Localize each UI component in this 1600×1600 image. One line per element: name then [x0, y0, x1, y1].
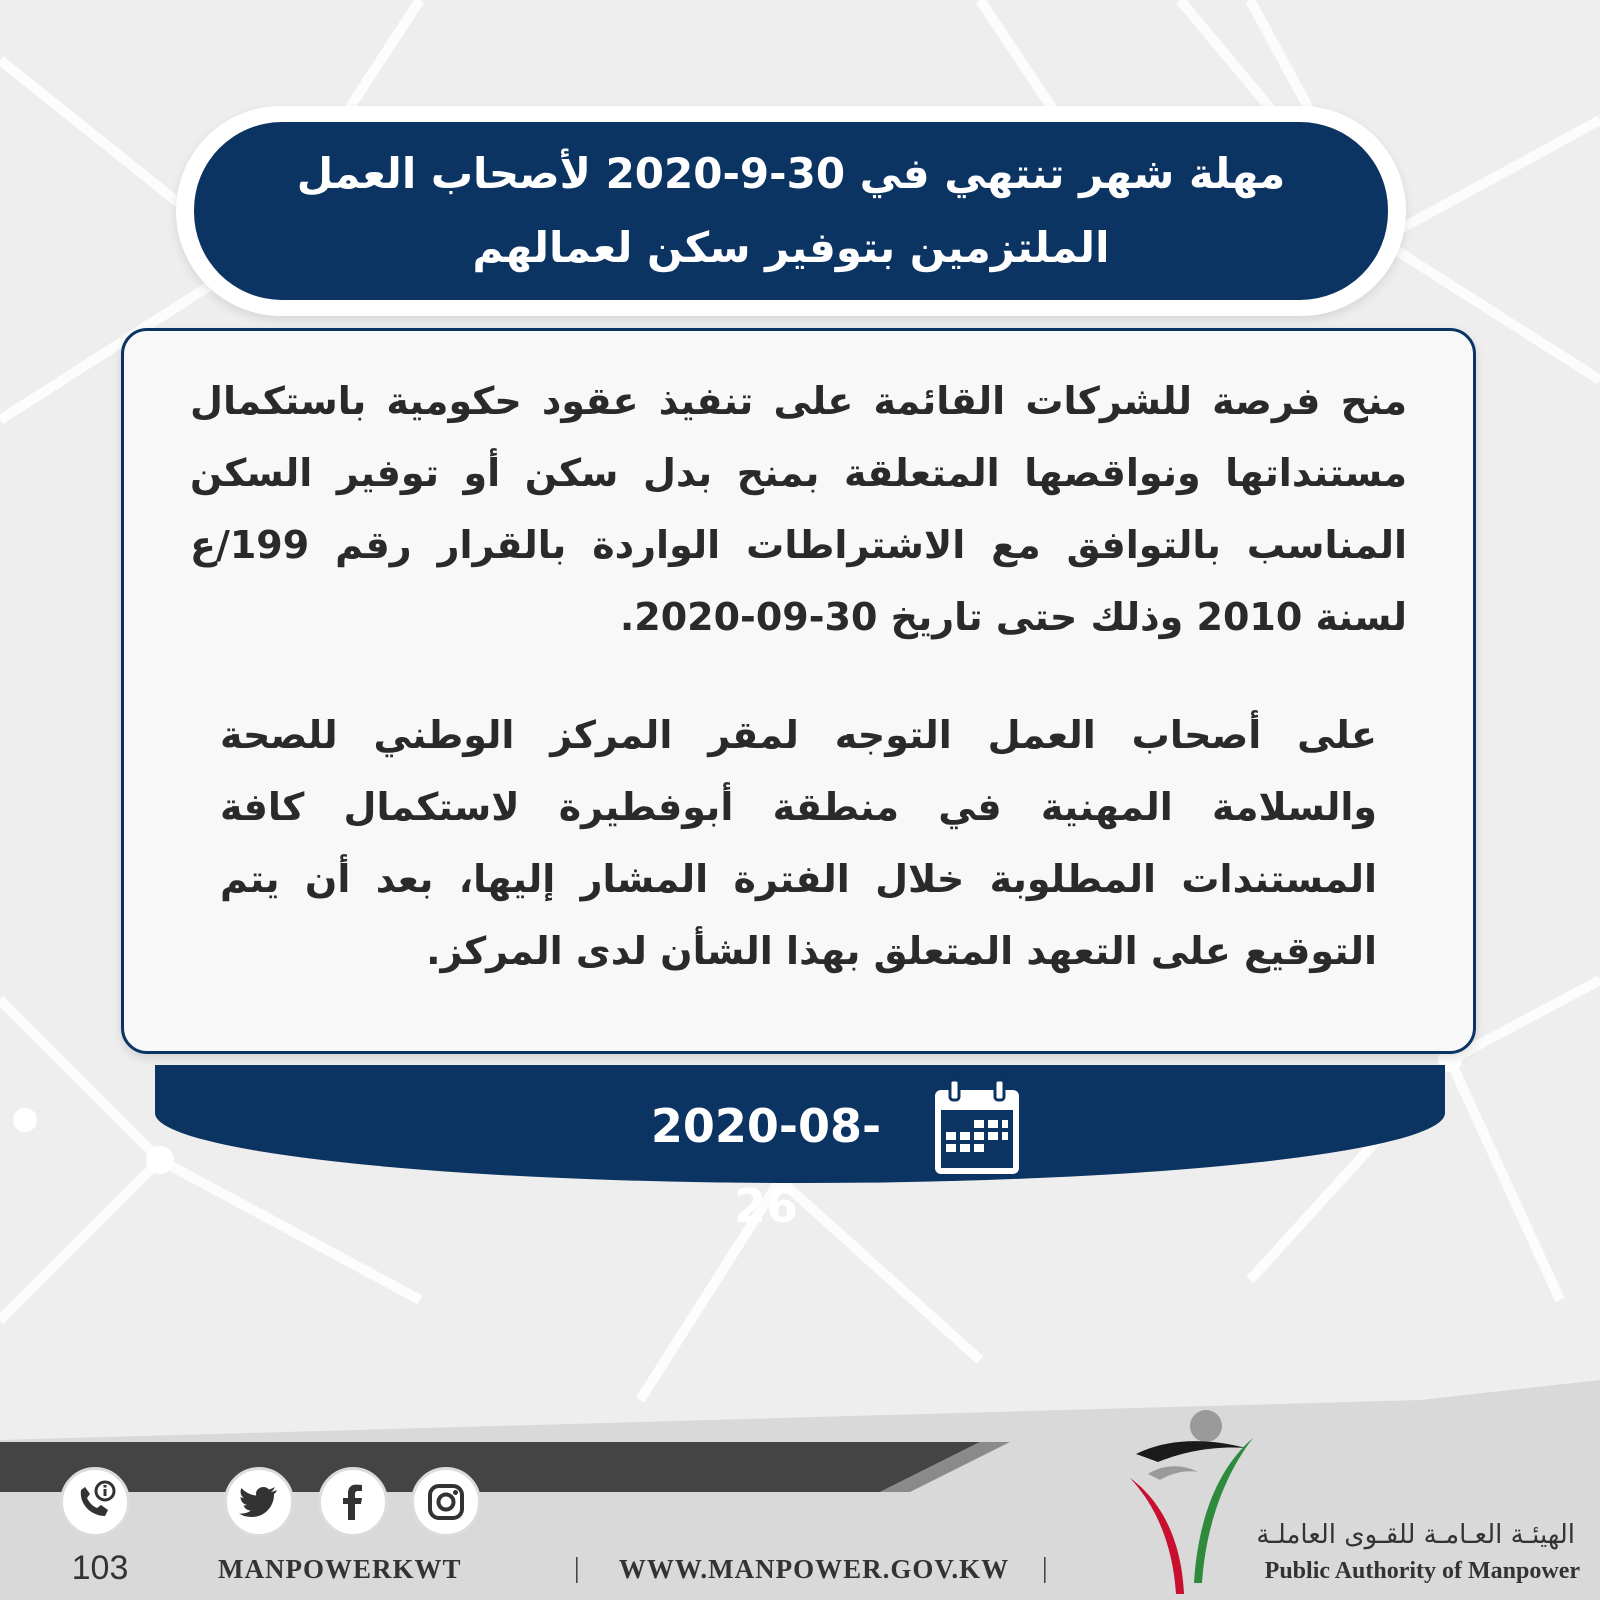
calendar-icon [932, 1078, 1022, 1176]
separator-left: | [574, 1553, 580, 1584]
instagram-icon[interactable] [411, 1467, 481, 1537]
title-pill [194, 122, 1388, 300]
separator-right: | [1042, 1553, 1048, 1584]
hotline-number: 103 [71, 1549, 129, 1587]
org-name-arabic: الهيئـة العـامـة للقـوى العاملـة [1256, 1520, 1575, 1550]
paragraph-2: على أصحاب العمل التوجه لمقر المركز الوطني للصحة والسلامة المهنية في منطقة أبوفطيرة لاستكمال كافة المستندات المطلوبة خلال الفترة المشار إليها، بعد أن يتم التوقيع على التعهد المتعلق بهذا الشأن لدى المركز. [220, 713, 1377, 973]
title-line-1: مهلة شهر تنتهي في 30-9-2020 لأصحاب العمل [296, 149, 1286, 198]
paragraph-1: منح فرصة للشركات القائمة على تنفيذ عقود حكومية باستكمال مستنداتها ونواقصها المتعلقة بمنح بدل سكن أو توفير السكن المناسب بالتوافق مع الاشتراطات الواردة بالقرار رقم 199/ع لسنة 2010 وذلك حتى تاريخ 30-09-2020. [190, 379, 1407, 639]
title-banner [176, 106, 1406, 316]
phone-info-icon[interactable] [60, 1467, 130, 1537]
facebook-icon[interactable] [318, 1467, 388, 1537]
announcement-card [121, 328, 1476, 1054]
org-name-english: Public Authority of Manpower [1264, 1558, 1580, 1584]
title-line-2: الملتزمين بتوفير سكن لعمالهم [472, 223, 1110, 272]
social-handle[interactable]: MANPOWERKWT [218, 1554, 462, 1584]
twitter-icon[interactable] [224, 1467, 294, 1537]
website-link[interactable]: WWW.MANPOWER.GOV.KW [618, 1554, 1010, 1584]
date-text: 2020-08-26 [650, 1099, 882, 1233]
